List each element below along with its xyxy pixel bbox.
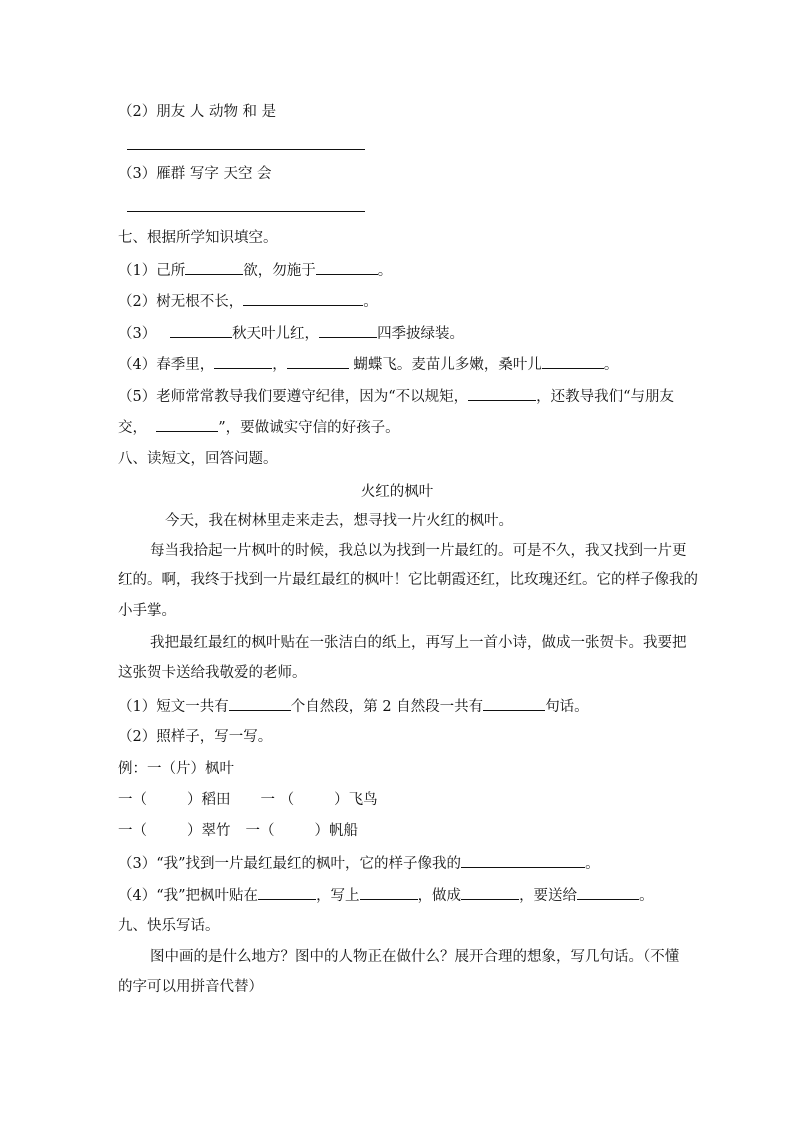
example-line: 例：一（片）枫叶	[118, 761, 234, 777]
blank[interactable]	[243, 291, 363, 306]
q7-item-3: （3） 秋天叶儿红， 四季披绿装。	[118, 323, 464, 344]
blank[interactable]	[577, 885, 639, 900]
blank[interactable]	[461, 885, 519, 900]
blank[interactable]	[360, 885, 418, 900]
passage-para-2-line-1: 每当我拾起一片枫叶的时候，我总以为找到一片最红的。可是不久，我又找到一片更	[150, 543, 687, 559]
q9-prompt-line-2: 的字可以用拼音代替）	[118, 979, 263, 995]
blank[interactable]	[468, 386, 536, 401]
measure-word-row-2: 一（ ）翠竹 一（ ）帆船	[118, 823, 358, 839]
blank[interactable]	[229, 696, 291, 711]
passage-para-2-line-3: 小手掌。	[118, 603, 176, 619]
section-8-heading: 八、读短文，回答问题。	[118, 451, 278, 467]
q7-item-1: （1）己所 欲，勿施于 。	[118, 260, 392, 281]
measure-word-row-1: 一（ ）稻田 一 （ ）飞鸟	[118, 792, 378, 808]
q7-item-2: （2）树无根不长， 。	[118, 291, 378, 312]
q7-item-5-line-1: （5）老师常常教导我们要遵守纪律，因为“不以规矩， ，还教导我们“与朋友	[118, 386, 674, 407]
q8-item-2: （2）照样子，写一写。	[118, 729, 273, 745]
q8-item-3: （3）“我”找到一片最红最红的枫叶，它的样子像我的 。	[118, 853, 600, 874]
passage-para-3-line-2: 这张贺卡送给我敬爱的老师。	[118, 665, 307, 681]
q8-item-1: （1）短文一共有 个自然段，第 2 自然段一共有 句话。	[118, 696, 589, 717]
blank[interactable]	[185, 260, 243, 275]
passage-title: 火红的枫叶	[360, 484, 434, 500]
blank[interactable]	[461, 853, 585, 868]
section-9-heading: 九、快乐写话。	[118, 918, 220, 934]
passage-para-2-line-2: 红的。啊，我终于找到一片最红最红的枫叶！它比朝霞还红，比玫瑰还红。它的样子像我的	[118, 572, 698, 588]
q6-item-2: （2）朋友 人 动物 和 是	[118, 104, 277, 120]
section-7-heading: 七、根据所学知识填空。	[118, 230, 278, 246]
answer-line-6-2	[127, 149, 365, 150]
blank[interactable]	[316, 260, 378, 275]
blank[interactable]	[170, 323, 232, 338]
q6-item-3: （3）雁群 写字 天空 会	[118, 166, 272, 182]
blank[interactable]	[214, 354, 272, 369]
q7-item-5-line-2: 交， ”，要做诚实守信的好孩子。	[118, 417, 400, 438]
q7-item-4: （4）春季里， ， 蝴蝶飞。麦苗儿多嫩，桑叶儿 。	[118, 354, 618, 375]
blank[interactable]	[156, 417, 218, 432]
blank[interactable]	[483, 696, 545, 711]
blank[interactable]	[319, 323, 377, 338]
blank[interactable]	[287, 354, 349, 369]
passage-para-3-line-1: 我把最红最红的枫叶贴在一张洁白的纸上，再写上一首小诗，做成一张贺卡。我要把	[150, 635, 687, 651]
blank[interactable]	[258, 885, 316, 900]
answer-line-6-3	[127, 211, 365, 212]
q8-item-4: （4）“我”把枫叶贴在 ，写上 ，做成 ，要送给 。	[118, 885, 654, 906]
passage-para-1: 今天，我在树林里走来走去，想寻找一片火红的枫叶。	[165, 513, 513, 529]
q9-prompt-line-1: 图中画的是什么地方？图中的人物正在做什么？展开合理的想象，写几句话。（不懂	[150, 949, 680, 965]
blank[interactable]	[542, 354, 604, 369]
